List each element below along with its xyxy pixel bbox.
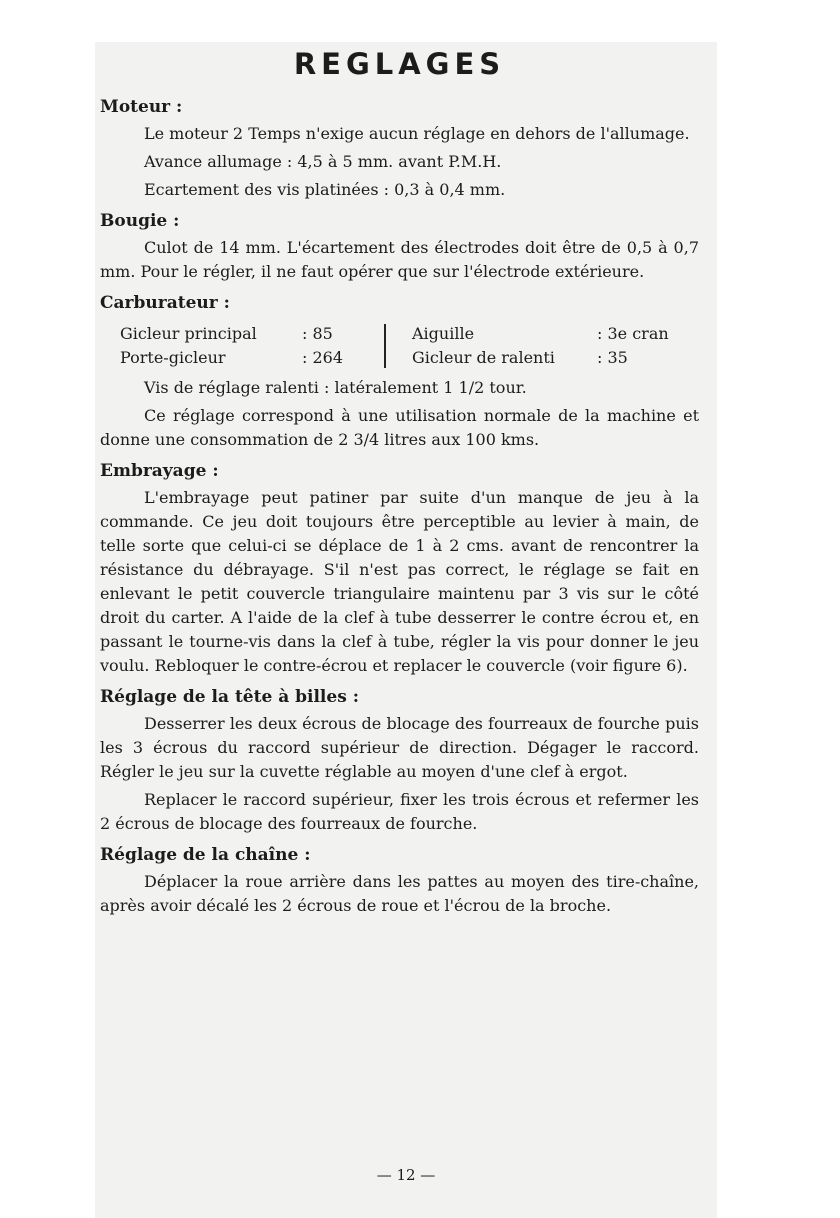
- section-chaine: [100, 840, 699, 918]
- table-row: [120, 346, 378, 370]
- section-moteur: [100, 92, 699, 202]
- section-carburateur: [100, 288, 699, 452]
- setting-label: Aiguille: [412, 324, 475, 343]
- carburetor-settings-table: [120, 322, 699, 370]
- carburetor-right-column: [412, 322, 677, 370]
- paragraph: Desserrer les deux écrous de blocage des fourreaux de fourche puis les 3 écrous du raccord supérieur de direction. Dégager le raccord. Régler le jeu sur la cuvette réglable au moyen d'une clef à ergot.: [100, 714, 699, 781]
- paragraph: Culot de 14 mm. L'écartement des électrodes doit être de 0,5 à 0,7 mm. Pour le régler, il ne faut opérer que sur l'électrode extérieure.: [100, 238, 699, 281]
- paragraph: Replacer le raccord supérieur, fixer les trois écrous et refermer les 2 écrous de blocage des fourreaux de fourche.: [100, 790, 699, 833]
- paragraph: L'embrayage peut patiner par suite d'un manque de jeu à la commande. Ce jeu doit toujours être perceptible au levier à main, de telle sorte que celui-ci se déplace de 1 à 2 cms. avant de rencontrer la résistance du débrayage. S'il n'est pas correct, le réglage se fait en enlevant le petit couvercle triangulaire maintenu par 3 vis sur le côté droit du carter. A l'aide de la clef à tube desserrer le contre écrou et, en passant le tourne-vis dans la clef à tube, régler la vis pour donner le jeu voulu. Rebloquer le contre-écrou et replacer le couvercle (voir figure 6).: [100, 488, 699, 675]
- section-tete-a-billes: [100, 682, 699, 836]
- paragraph: Vis de réglage ralenti : latéralement 1 1/2 tour.: [144, 378, 527, 397]
- page-title: REGLAGES: [293, 47, 506, 81]
- section-heading: Réglage de la chaîne :: [100, 845, 311, 865]
- carburetor-left-column: [120, 322, 378, 370]
- setting-value: : 3e cran: [597, 324, 669, 343]
- setting-label: Porte-gicleur: [120, 348, 226, 367]
- section-embrayage: [100, 456, 699, 678]
- column-divider: [384, 324, 386, 368]
- table-row: [120, 322, 378, 346]
- paragraph: Le moteur 2 Temps n'exige aucun réglage en dehors de l'allumage.: [144, 124, 690, 143]
- paragraph: Avance allumage : 4,5 à 5 mm. avant P.M.H.: [144, 152, 502, 171]
- setting-value: : 264: [302, 348, 344, 367]
- section-heading: Bougie :: [100, 211, 180, 231]
- section-heading: Réglage de la tête à billes :: [100, 687, 359, 707]
- setting-value: : 85: [302, 324, 333, 343]
- section-heading: Embrayage :: [100, 461, 219, 481]
- paragraph: Ce réglage correspond à une utilisation normale de la machine et donne une consommation de 2 3/4 litres aux 100 kms.: [100, 406, 699, 449]
- section-heading: Carburateur :: [100, 293, 230, 313]
- setting-label: Gicleur de ralenti: [412, 348, 555, 367]
- section-bougie: [100, 206, 699, 284]
- page-number: — 12 —: [376, 1166, 436, 1184]
- document-page: [95, 42, 717, 1218]
- paragraph: Déplacer la roue arrière dans les pattes au moyen des tire-chaîne, après avoir décalé les 2 écrous de roue et l'écrou de la broche.: [100, 872, 699, 915]
- table-row: [412, 346, 677, 370]
- section-heading: Moteur :: [100, 97, 183, 117]
- setting-label: Gicleur principal: [120, 324, 257, 343]
- setting-value: : 35: [597, 348, 628, 367]
- table-row: [412, 322, 677, 346]
- paragraph: Ecartement des vis platinées : 0,3 à 0,4 mm.: [144, 180, 506, 199]
